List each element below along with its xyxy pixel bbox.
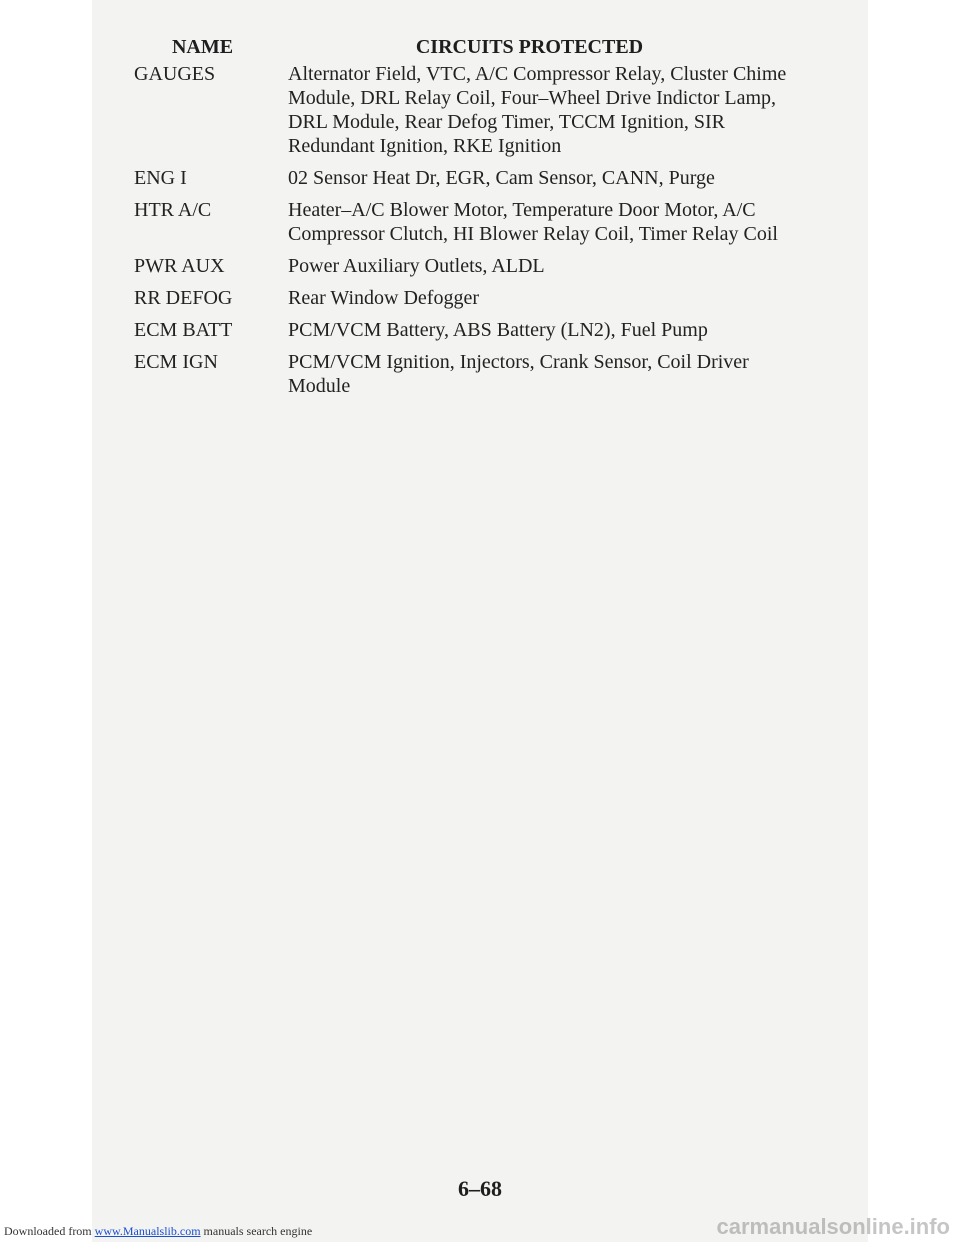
fuse-name: PWR AUX [134, 255, 225, 277]
circuits-protected: Alternator Field, VTC, A/C Compressor Relay, Cluster Chime Module, DRL Relay Coil, Four–Wheel Drive Indictor Lamp, DRL Module, Rear Defog Timer, TCCM Ignition, SIR Redundant Ignition, RKE Ignition [288, 63, 787, 157]
page-number: 6–68 [458, 1176, 502, 1201]
table-row [134, 254, 834, 278]
circuits-protected: Rear Window Defogger [288, 287, 479, 309]
table-row [134, 198, 834, 246]
footer-prefix: Downloaded from [4, 1224, 95, 1238]
fuse-name: ECM IGN [134, 351, 218, 373]
circuits-protected: Heater–A/C Blower Motor, Temperature Door Motor, A/C Compressor Clutch, HI Blower Relay Coil, Timer Relay Coil [288, 199, 778, 245]
table-row [134, 318, 834, 342]
download-footer [4, 1224, 312, 1239]
fuse-table [134, 32, 834, 406]
manualslib-link[interactable]: www.Manualslib.com [94, 1224, 201, 1238]
watermark-logo: carmanualsonline.info [716, 1214, 950, 1239]
fuse-name: ENG I [134, 167, 187, 189]
table-row [134, 166, 834, 190]
table-row [134, 286, 834, 310]
fuse-name: HTR A/C [134, 199, 212, 221]
table-row [134, 62, 834, 158]
header-name: NAME [171, 35, 234, 58]
fuse-name: GAUGES [134, 63, 216, 85]
circuits-protected: PCM/VCM Battery, ABS Battery (LN2), Fuel Pump [288, 319, 708, 341]
circuits-protected: 02 Sensor Heat Dr, EGR, Cam Sensor, CANN, Purge [288, 167, 715, 189]
circuits-protected: Power Auxiliary Outlets, ALDL [288, 255, 545, 277]
table-row [134, 350, 834, 398]
fuse-name: ECM BATT [134, 319, 233, 341]
header-circuits-protected: CIRCUITS PROTECTED [415, 35, 644, 58]
fuse-name: RR DEFOG [134, 287, 233, 309]
footer-suffix: manuals search engine [200, 1224, 313, 1238]
circuits-protected: PCM/VCM Ignition, Injectors, Crank Sensor, Coil Driver Module [288, 351, 749, 397]
table-header [134, 32, 834, 62]
